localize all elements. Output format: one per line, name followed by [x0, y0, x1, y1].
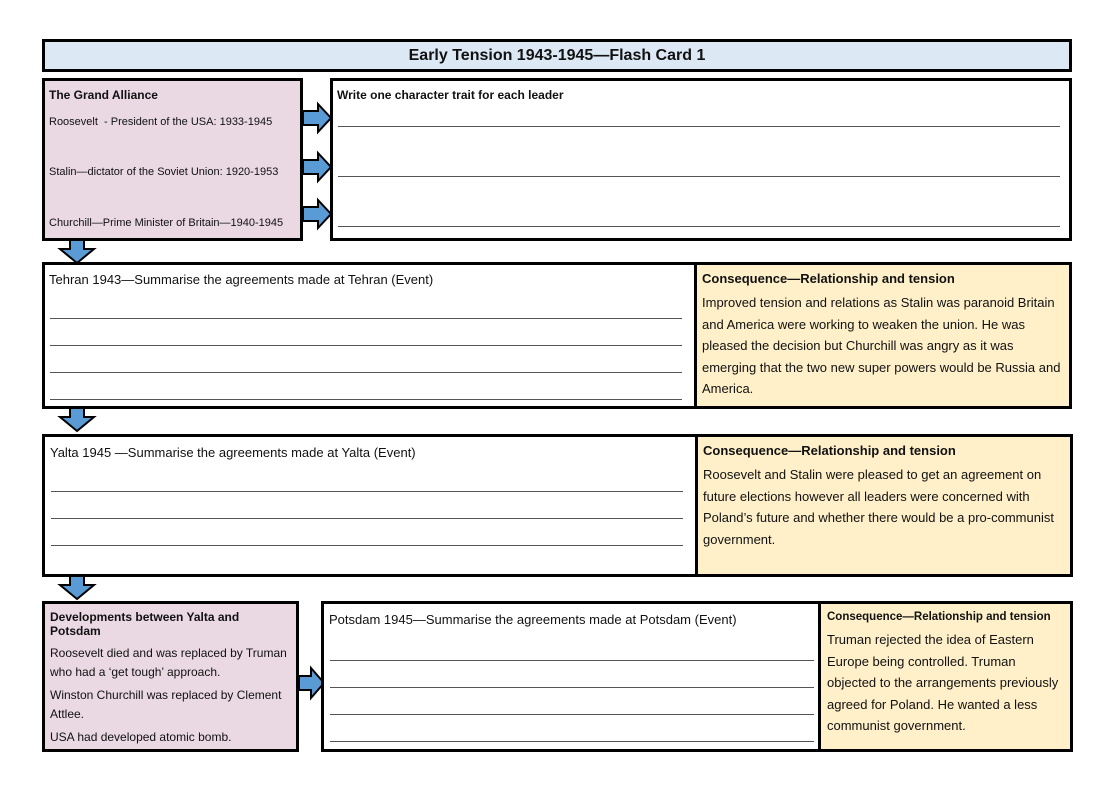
answer-line[interactable]: [51, 491, 683, 492]
potsdam-prompt: Potsdam 1945—Summarise the agreements made at Potsdam (Event): [329, 612, 737, 627]
character-traits-box: [330, 78, 1072, 241]
answer-line-churchill[interactable]: [338, 226, 1060, 227]
yalta-consequence-box: [695, 434, 1073, 577]
answer-line[interactable]: [50, 399, 682, 400]
leader-churchill: Churchill—Prime Minister of Britain—1940-1945: [49, 217, 284, 229]
answer-line[interactable]: [330, 741, 814, 742]
potsdam-consequence-box: [818, 601, 1073, 752]
arrow-down-icon: [59, 576, 95, 600]
grand-alliance-box: [42, 78, 303, 241]
development-item: Winston Churchill was replaced by Clement Attlee.: [50, 688, 282, 721]
yalta-consequence-heading: Consequence—Relationship and tension: [703, 443, 956, 458]
potsdam-consequence-heading: Consequence—Relationship and tension: [827, 611, 1051, 623]
potsdam-consequence-text: Truman rejected the idea of Eastern Europe being controlled. Truman objected to the arrangements previously agreed for Poland. He wanted a less communist government.: [827, 632, 1059, 733]
answer-line[interactable]: [330, 660, 814, 661]
tehran-consequence-box: [694, 262, 1072, 409]
answer-line[interactable]: [51, 518, 683, 519]
tehran-consequence-heading: Consequence—Relationship and tension: [702, 271, 955, 286]
potsdam-box: [321, 601, 821, 752]
developments-heading: Developments between Yalta and Potsdam: [50, 610, 240, 638]
tehran-box: [42, 262, 697, 409]
tehran-prompt: Tehran 1943—Summarise the agreements made at Tehran (Event): [49, 272, 434, 287]
arrow-down-icon: [59, 240, 95, 264]
traits-heading: Write one character trait for each leader: [337, 88, 564, 102]
yalta-box: [42, 434, 698, 577]
developments-box: [42, 601, 299, 752]
arrow-right-icon: [302, 152, 332, 182]
arrow-right-icon: [302, 103, 332, 133]
arrow-right-icon: [302, 199, 332, 229]
arrow-down-icon: [59, 408, 95, 432]
tehran-consequence-text: Improved tension and relations as Stalin was paranoid Britain and America were working to weaken the union. He was pleased the decision but Churchill was angry as it was emerging that the two new super powers would be Russia and America.: [702, 295, 1061, 396]
answer-line[interactable]: [50, 318, 682, 319]
development-item: USA had developed atomic bomb.: [50, 730, 232, 744]
grand-alliance-heading: The Grand Alliance: [49, 88, 158, 102]
answer-line[interactable]: [330, 687, 814, 688]
yalta-prompt: Yalta 1945 —Summarise the agreements made at Yalta (Event): [50, 445, 416, 460]
answer-line[interactable]: [330, 714, 814, 715]
page-title: Early Tension 1943-1945—Flash Card 1: [42, 39, 1072, 72]
answer-line-stalin[interactable]: [338, 176, 1060, 177]
yalta-consequence-text: Roosevelt and Stalin were pleased to get an agreement on future elections however all leaders were concerned with Poland’s future and whether there would be a pro-communist government.: [703, 467, 1054, 547]
answer-line[interactable]: [50, 345, 682, 346]
leader-stalin: Stalin—dictator of the Soviet Union: 1920-1953: [49, 166, 279, 178]
answer-line-roosevelt[interactable]: [338, 126, 1060, 127]
development-item: Roosevelt died and was replaced by Truman who had a ‘get tough’ approach.: [50, 646, 287, 679]
answer-line[interactable]: [51, 545, 683, 546]
answer-line[interactable]: [50, 372, 682, 373]
leader-roosevelt: Roosevelt - President of the USA: 1933-1945: [49, 116, 273, 128]
